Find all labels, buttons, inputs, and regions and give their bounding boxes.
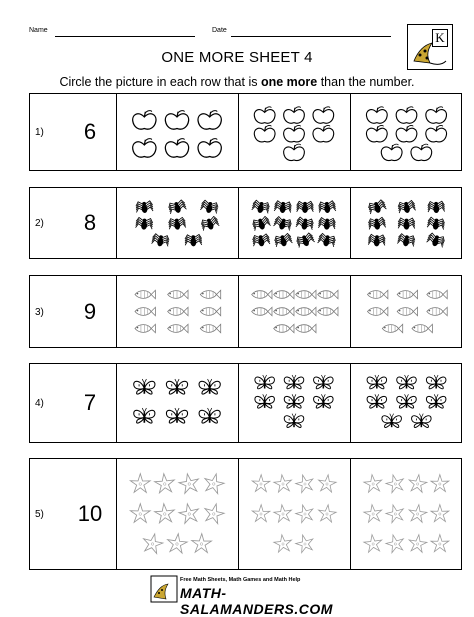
starfish-icon — [431, 535, 449, 552]
starfish-icon — [202, 472, 226, 495]
fish-icon — [412, 324, 432, 333]
spider-icon — [252, 216, 271, 232]
spider-icon — [367, 199, 386, 215]
butterfly-icon — [255, 394, 274, 408]
starfish-icon — [166, 533, 188, 554]
exercise-row — [29, 363, 462, 443]
page-title: ONE MORE SHEET 4 — [161, 49, 313, 66]
fish-icon — [296, 307, 316, 315]
butterfly-icon — [134, 408, 155, 423]
row-number: 6 — [83, 119, 97, 144]
apple-icon — [284, 107, 305, 123]
spider-icon — [136, 201, 154, 214]
spider-icon — [368, 217, 386, 231]
starfish-icon — [273, 474, 293, 493]
apple-icon — [426, 107, 447, 123]
fish-icon — [135, 290, 155, 299]
butterfly-icon — [199, 408, 220, 423]
butterfly-icon — [367, 394, 386, 408]
starfish-icon — [317, 504, 337, 523]
butterfly-icon — [412, 414, 431, 428]
butterfly-icon — [284, 375, 303, 389]
apple-icon — [426, 125, 447, 141]
footer-brand: MATH-SALAMANDERS.COM — [180, 585, 333, 617]
name-line — [55, 36, 195, 37]
spider-icon — [318, 200, 336, 213]
starfish-icon — [294, 473, 316, 494]
butterfly-icon — [134, 379, 155, 394]
starfish-icon — [154, 473, 175, 493]
starfish-icon — [431, 505, 449, 522]
spider-icon — [252, 234, 270, 248]
starfish-icon — [408, 533, 428, 552]
apple-icon — [254, 125, 275, 141]
starfish-icon — [178, 472, 201, 494]
spider-icon — [168, 217, 186, 230]
apple-icon — [254, 107, 275, 123]
starfish-icon — [384, 473, 406, 494]
apple-icon — [165, 139, 188, 157]
row-number: 9 — [83, 298, 97, 324]
apple-icon — [198, 111, 221, 129]
starfish-icon — [317, 474, 337, 493]
fish-icon — [168, 307, 188, 316]
apple-icon — [396, 125, 417, 141]
starfish-icon — [130, 474, 150, 493]
butterfly-icon — [397, 394, 416, 408]
fish-icon — [382, 324, 402, 333]
apple-icon — [366, 107, 387, 123]
fish-icon — [274, 307, 294, 315]
fish-icon — [274, 290, 294, 298]
fish-icon — [252, 307, 272, 315]
instructions-after: than the number. — [317, 75, 415, 89]
exercise-row — [29, 458, 462, 570]
starfish-icon — [202, 502, 226, 525]
spider-icon — [426, 232, 445, 248]
apple-icon — [284, 125, 305, 141]
spider-icon — [428, 201, 445, 213]
date-line — [231, 36, 391, 37]
fish-icon — [252, 290, 272, 298]
spider-icon — [151, 233, 169, 247]
starfish-icon — [408, 473, 428, 492]
pictures — [30, 94, 461, 170]
pictures — [30, 364, 461, 442]
butterfly-icon — [426, 394, 445, 408]
starfish-icon — [363, 504, 383, 523]
apple-icon — [313, 125, 334, 141]
spider-icon — [135, 217, 153, 230]
butterfly-icon — [382, 414, 401, 428]
starfish-icon — [384, 533, 406, 554]
starfish-icon — [252, 505, 270, 522]
salamander-icon — [150, 575, 178, 603]
starfish-icon — [273, 504, 293, 523]
spider-icon — [296, 217, 314, 231]
butterfly-icon — [397, 375, 416, 389]
spider-icon — [274, 200, 292, 213]
fish-icon — [367, 307, 387, 316]
butterfly-icon — [314, 375, 333, 389]
spider-icon — [397, 233, 416, 248]
starfish-icon — [130, 504, 150, 523]
spider-icon — [368, 234, 385, 246]
butterfly-icon — [367, 375, 386, 389]
spider-icon — [274, 233, 293, 248]
date-label: Date — [212, 27, 227, 34]
row-number: 7 — [83, 390, 97, 415]
fish-icon — [318, 307, 338, 315]
apple-icon — [396, 107, 417, 123]
row-index: 1) — [35, 127, 44, 138]
fish-icon — [135, 307, 155, 316]
spider-icon — [273, 216, 292, 232]
starfish-icon — [408, 503, 428, 522]
starfish-icon — [178, 502, 201, 524]
fish-icon — [427, 307, 447, 316]
fish-icon — [200, 307, 220, 316]
fish-icon — [135, 324, 155, 333]
butterfly-icon — [284, 414, 303, 428]
exercise-row — [29, 275, 462, 348]
footer — [150, 575, 350, 617]
row-number: 10 — [77, 501, 103, 526]
starfish-icon — [273, 534, 293, 553]
spider-icon — [397, 200, 415, 214]
pictures — [30, 459, 461, 569]
fish-icon — [397, 290, 417, 299]
butterfly-icon — [314, 394, 333, 408]
spider-icon — [168, 199, 187, 215]
spider-icon — [251, 200, 270, 215]
fish-icon — [397, 307, 417, 316]
fish-icon — [274, 324, 294, 332]
spider-icon — [200, 200, 219, 215]
fish-icon — [200, 324, 220, 333]
row-index: 3) — [35, 306, 44, 318]
starfish-icon — [252, 475, 270, 492]
exercise-row — [29, 93, 462, 171]
apple-icon — [133, 111, 156, 129]
spider-icon — [295, 232, 315, 249]
starfish-icon — [141, 532, 164, 555]
instructions — [0, 75, 474, 89]
pictures — [30, 188, 461, 258]
butterfly-icon — [199, 379, 220, 394]
grade-letter: K — [432, 29, 448, 47]
butterfly-icon — [284, 394, 303, 408]
butterfly-icon — [166, 408, 187, 423]
row-index: 4) — [35, 398, 44, 409]
name-label: Name — [29, 27, 48, 34]
apple-icon — [313, 107, 334, 123]
spider-icon — [427, 217, 445, 231]
spider-icon — [398, 218, 415, 230]
fish-icon — [318, 290, 338, 298]
starfish-icon — [384, 503, 406, 524]
row-index: 5) — [35, 509, 44, 520]
spider-icon — [317, 233, 336, 248]
fish-icon — [200, 290, 220, 299]
apple-icon — [133, 139, 156, 157]
fish-icon — [168, 290, 188, 299]
spider-icon — [200, 216, 219, 232]
apple-icon — [284, 144, 305, 160]
exercise-row — [29, 187, 462, 259]
instructions-before: Circle the picture in each row that is — [59, 75, 261, 89]
footer-tagline: Free Math Sheets, Math Games and Math Help — [180, 577, 301, 583]
spider-icon — [185, 234, 202, 246]
fish-icon — [168, 324, 188, 333]
row-index: 2) — [35, 218, 44, 229]
butterfly-icon — [426, 375, 445, 389]
starfish-icon — [294, 503, 316, 524]
apple-icon — [198, 139, 221, 157]
apple-icon — [381, 144, 402, 160]
starfish-icon — [191, 533, 211, 552]
spider-icon — [297, 201, 314, 213]
apple-icon — [165, 111, 188, 129]
apple-icon — [411, 144, 432, 160]
starfish-icon — [294, 533, 316, 554]
butterfly-icon — [166, 379, 187, 394]
starfish-icon — [363, 474, 383, 493]
fish-icon — [296, 290, 316, 298]
starfish-icon — [154, 503, 175, 523]
apple-icon — [366, 125, 387, 141]
spider-icon — [318, 217, 335, 230]
pictures — [30, 276, 461, 347]
fish-icon — [367, 290, 387, 299]
fish-icon — [427, 290, 447, 299]
butterfly-icon — [255, 375, 274, 389]
starfish-icon — [363, 534, 383, 553]
starfish-icon — [431, 475, 449, 492]
row-number: 8 — [83, 210, 97, 235]
instructions-emphasis: one more — [260, 75, 318, 89]
fish-icon — [296, 324, 316, 332]
